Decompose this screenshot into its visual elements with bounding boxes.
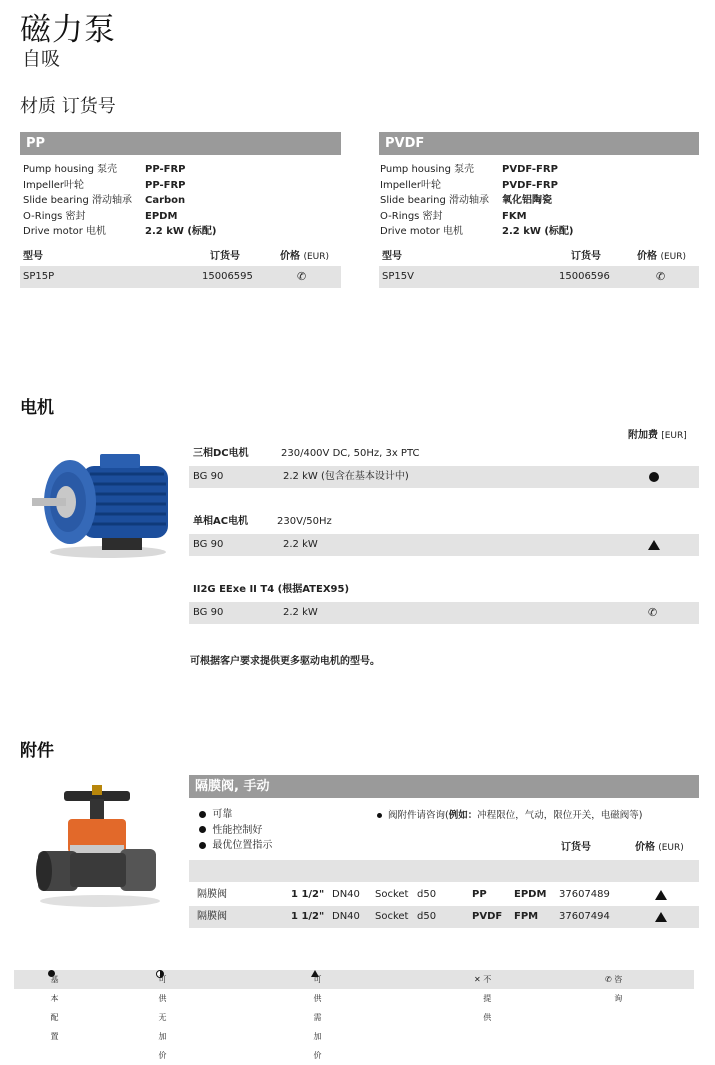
motor-model: BG 90	[193, 539, 224, 550]
spec-label: Drive motor 电机	[380, 226, 464, 237]
motor-power: 2.2 kW (包含在基本设计中)	[283, 471, 409, 482]
material-block-pp	[20, 132, 341, 288]
legend-extra: 可供 需加价	[311, 970, 314, 989]
valve-order-number: 37607489	[559, 889, 610, 900]
spec-value: FKM	[502, 210, 527, 222]
col-order: 订货号	[561, 842, 591, 853]
motor-group-atex	[189, 581, 699, 624]
valve-diameter: d50	[417, 911, 437, 922]
legend-not-available: ✕ 不提供	[474, 975, 492, 1022]
valve-size: 1 1/2"	[291, 889, 325, 900]
spec-label: O-Rings 密封	[380, 210, 443, 222]
motor-row	[189, 602, 699, 624]
model-value: SP15P	[23, 270, 55, 282]
motor-type: 三相DC电机	[193, 448, 249, 459]
valve-header-row	[189, 860, 699, 882]
spec-value: 2.2 kW (标配)	[145, 226, 217, 237]
spec-label: Pump housing 泵壳	[380, 164, 475, 175]
legend-no-extra: 可供 无加价	[156, 970, 159, 989]
motor-section-title: 电机	[20, 398, 54, 418]
col-model: 型号	[23, 250, 43, 262]
standard-icon	[649, 472, 659, 482]
spec-value: PVDF-FRP	[502, 164, 558, 175]
motor-row	[189, 534, 699, 556]
valve-dn: DN40	[332, 889, 360, 900]
motor-type: 单相AC电机	[193, 516, 249, 527]
valve-block	[189, 775, 699, 928]
valve-order-number: 37607494	[559, 911, 610, 922]
valve-material: PVDF	[472, 911, 503, 922]
motor-group-ac	[189, 513, 699, 556]
material-bar-pvdf: PVDF	[379, 132, 699, 155]
legend-bar	[14, 970, 694, 1060]
feature-item: 性能控制好	[199, 823, 272, 839]
spec-value: 氧化铝陶瓷	[502, 195, 552, 206]
page-subtitle: 自吸	[22, 48, 61, 70]
valve-note: 阀附件请咨询(例如：冲程限位，气动，限位开关，电磁阀等)	[377, 807, 643, 821]
valve-seal: FPM	[514, 911, 539, 922]
spec-label: Impeller叶轮	[380, 179, 442, 191]
motor-note: 可根据客户要求提供更多驱动电机的型号。	[190, 656, 380, 667]
feature-list	[199, 807, 272, 854]
page-title: 磁力泵	[20, 12, 116, 48]
feature-item: 可靠	[199, 807, 272, 823]
order-row-pvdf	[379, 266, 699, 288]
spec-value: 2.2 kW (标配)	[502, 226, 574, 237]
spec-value: PP-FRP	[145, 164, 186, 175]
spec-value: PVDF-FRP	[502, 179, 558, 191]
motor-power: 2.2 kW	[283, 539, 318, 550]
motor-model: BG 90	[193, 471, 224, 482]
col-price: 价格 (EUR)	[280, 250, 330, 262]
spec-label: Slide bearing 滑动轴承	[23, 195, 132, 206]
feature-item: 最优位置指示	[199, 838, 272, 854]
material-bar-pp: PP	[20, 132, 341, 155]
valve-material: PP	[472, 889, 487, 900]
valve-bar: 隔膜阀, 手动	[189, 775, 699, 798]
valve-image	[30, 785, 170, 910]
spec-label: Drive motor 电机	[23, 226, 107, 237]
enquiry-icon: ✆	[297, 269, 307, 283]
valve-name: 隔膜阀	[197, 911, 227, 922]
material-block-pvdf	[379, 132, 699, 288]
spec-list-pvdf	[379, 155, 699, 240]
col-order: 订货号	[571, 250, 601, 262]
col-price: 价格 (EUR)	[635, 842, 684, 853]
order-number: 15006595	[202, 270, 253, 282]
section-heading: 材质 订货号	[20, 96, 116, 117]
motor-row	[189, 466, 699, 488]
spec-label: O-Rings 密封	[23, 210, 86, 222]
motor-power: 2.2 kW	[283, 607, 318, 618]
extra-charge-icon	[655, 912, 667, 922]
order-row-pp	[20, 266, 341, 288]
surcharge-header: 附加费 [EUR]	[628, 430, 687, 441]
spec-label: Impeller叶轮	[23, 179, 85, 191]
extra-charge-icon	[655, 890, 667, 900]
spec-value: Carbon	[145, 195, 186, 206]
valve-name: 隔膜阀	[197, 889, 227, 900]
spec-value: PP-FRP	[145, 179, 186, 191]
motor-spec: 230V/50Hz	[277, 516, 332, 527]
valve-dn: DN40	[332, 911, 360, 922]
motor-spec: 230/400V DC, 50Hz, 3x PTC	[281, 448, 420, 459]
motor-model: BG 90	[193, 607, 224, 618]
col-model: 型号	[382, 250, 402, 262]
motor-image	[30, 452, 180, 562]
motor-group-dc	[189, 445, 699, 488]
valve-diameter: d50	[417, 889, 437, 900]
valve-connection: Socket	[375, 911, 409, 922]
valve-connection: Socket	[375, 889, 409, 900]
col-order: 订货号	[210, 250, 240, 262]
spec-value: EPDM	[145, 210, 178, 222]
valve-row	[189, 906, 699, 928]
order-number: 15006596	[559, 270, 610, 282]
spec-label: Slide bearing 滑动轴承	[380, 195, 489, 206]
motor-type: II2G EExe II T4 (根据ATEX95)	[193, 584, 350, 595]
enquiry-icon: ✆	[656, 269, 666, 283]
extra-charge-icon	[648, 540, 660, 550]
order-header-pp	[20, 249, 341, 265]
order-header-pvdf	[379, 249, 699, 265]
legend-enquiry: ✆ 咨询	[605, 975, 623, 1003]
legend-standard: 基本配置	[48, 970, 51, 989]
spec-list-pp	[20, 155, 341, 240]
valve-row	[189, 884, 699, 906]
col-price: 价格 (EUR)	[637, 250, 687, 262]
enquiry-icon: ✆	[648, 606, 658, 619]
accessories-section-title: 附件	[20, 741, 54, 761]
valve-size: 1 1/2"	[291, 911, 325, 922]
model-value: SP15V	[382, 270, 414, 282]
valve-seal: EPDM	[514, 889, 547, 900]
spec-label: Pump housing 泵壳	[23, 164, 118, 175]
